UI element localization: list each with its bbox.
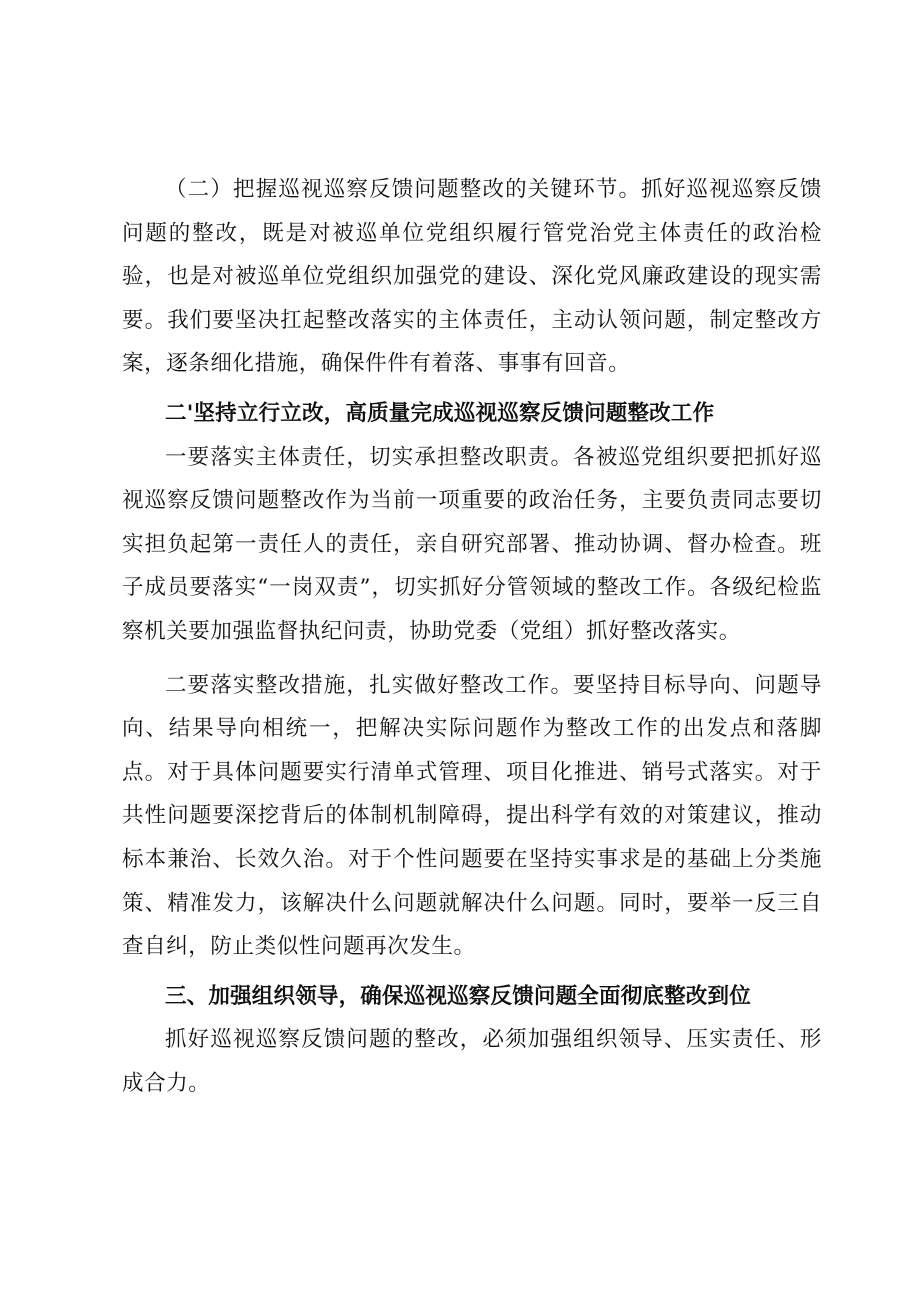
paragraph-key-links: （二）把握巡视巡察反馈问题整改的关键环节。抓好巡视巡察反馈问题的整改，既是对被巡单位党组织履行管党治党主体责任的政治检验，也是对被巡单位党组织加强党的建设、深化党风廉政建设的现实需要。我们要坚决扛起整改落实的主体责任，主动认领问题，制定整改方案，逐条细化措施，确保件件有着落、事事有回音。	[122, 177, 822, 377]
paragraph-gap	[122, 654, 822, 664]
document-body	[122, 168, 822, 1105]
paragraph-rectification-measures: 二要落实整改措施，扎实做好整改工作。要坚持目标导向、问题导向、结果导向相统一，把解决实际问题作为整改工作的出发点和落脚点。对于具体问题要实行清单式管理、项目化推进、销号式落实。对于共性问题要深挖背后的体制机制障碍，提出科学有效的对策建议，推动标本兼治、长效久治。对于个性问题要在坚持实事求是的基础上分类施策、精准发力，该解决什么问题就解决什么问题。同时，要举一反三自查自纠，防止类似性问题再次发生。	[122, 672, 822, 960]
section-heading-two: 二'坚持立行立改，高质量完成巡视巡察反馈问题整改工作	[165, 400, 715, 426]
paragraph-main-responsibility: 一要落实主体责任，切实承担整改职责。各被巡党组织要把抓好巡视巡察反馈问题整改作为当前一项重要的政治任务，主要负责同志要切实担负起第一责任人的责任，亲自研究部署、推动协调、督办检查。班子成员要落实“一岗双责”，切实抓好分管领域的整改工作。各级纪检监察机关要加强监督执纪问责，协助党委（党组）抓好整改落实。	[122, 444, 822, 644]
section-heading-three: 三、加强组织领导，确保巡视巡察反馈问题全面彻底整改到位	[165, 983, 751, 1009]
paragraph-organizational-leadership: 抓好巡视巡察反馈问题的整改，必须加强组织领导、压实责任、形成合力。	[122, 1027, 822, 1096]
